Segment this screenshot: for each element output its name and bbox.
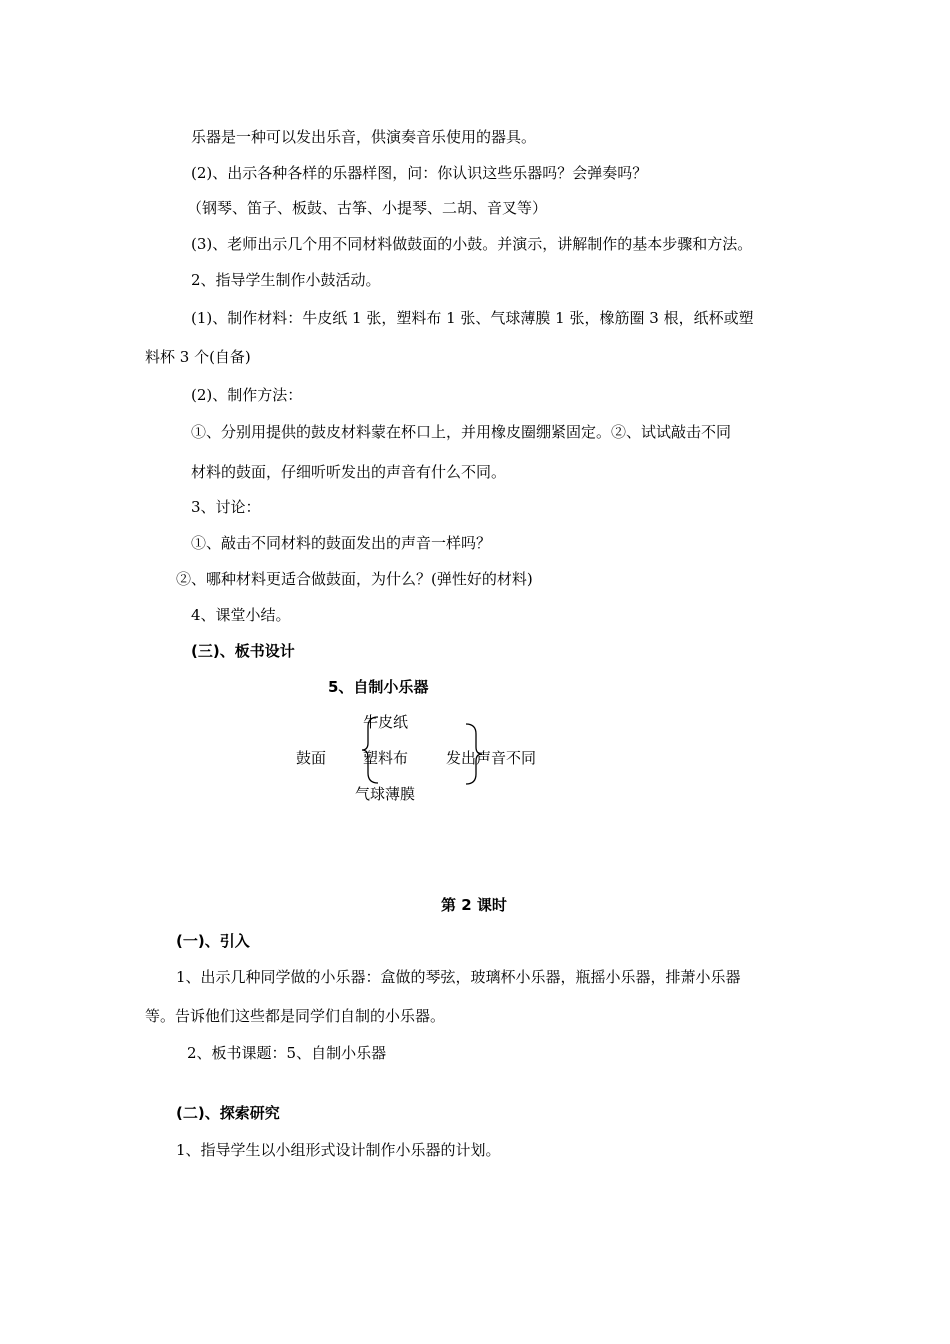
board-item: 牛皮纸 [363,713,409,731]
board-item: 气球薄膜 [355,785,416,803]
text-line: 3、讨论： [191,498,261,516]
text-line: 2、板书课题：5、自制小乐器 [187,1044,387,1062]
text-line: 1、出示几种同学做的小乐器：盒做的琴弦，玻璃杯小乐器，瓶摇小乐器，排萧小乐器 [176,968,741,986]
board-right-label: 发出声音不同 [446,749,537,767]
text-line: 1、指导学生以小组形式设计制作小乐器的计划。 [176,1141,501,1159]
text-line: 4、课堂小结。 [191,606,291,624]
section-heading: (三)、板书设计 [191,642,295,660]
board-left-label: 鼓面 [296,749,327,767]
text-line: (3)、老师出示几个用不同材料做鼓面的小鼓。并演示，讲解制作的基本步骤和方法。 [191,235,753,253]
text-line: (1)、制作材料：牛皮纸 1 张，塑料布 1 张、气球薄膜 1 张，橡筋圈 3 根，纸杯或塑 [191,309,754,327]
text-line: 乐器是一种可以发出乐音，供演奏音乐使用的器具。 [191,128,537,146]
text-line: ②、哪种材料更适合做鼓面，为什么？(弹性好的材料) [176,570,533,588]
board-title: 5、自制小乐器 [328,678,429,696]
text-line: (2)、制作方法： [191,386,303,404]
lesson-title: 第 2 课时 [441,896,507,914]
text-line: ①、敲击不同材料的鼓面发出的声音一样吗？ [191,534,492,552]
text-line: ①、分别用提供的鼓皮材料蒙在杯口上，并用橡皮圈绷紧固定。②、试试敲击不同 [191,423,732,441]
text-line: 材料的鼓面，仔细听听发出的声音有什么不同。 [191,463,507,481]
text-line: （钢琴、笛子、板鼓、古筝、小提琴、二胡、音叉等） [187,199,548,217]
left-brace [360,715,380,785]
section-heading: (二)、探索研究 [176,1104,280,1122]
section-heading: (一)、引入 [176,932,250,950]
text-line: 料杯 3 个(自备) [145,348,251,366]
board-item: 塑料布 [363,749,409,767]
text-line: 2、指导学生制作小鼓活动。 [191,271,381,289]
right-brace [464,722,484,786]
text-line: 等。告诉他们这些都是同学们自制的小乐器。 [145,1007,446,1025]
text-line: (2)、出示各种各样的乐器样图，问：你认识这些乐器吗？会弹奏吗？ [191,164,648,182]
